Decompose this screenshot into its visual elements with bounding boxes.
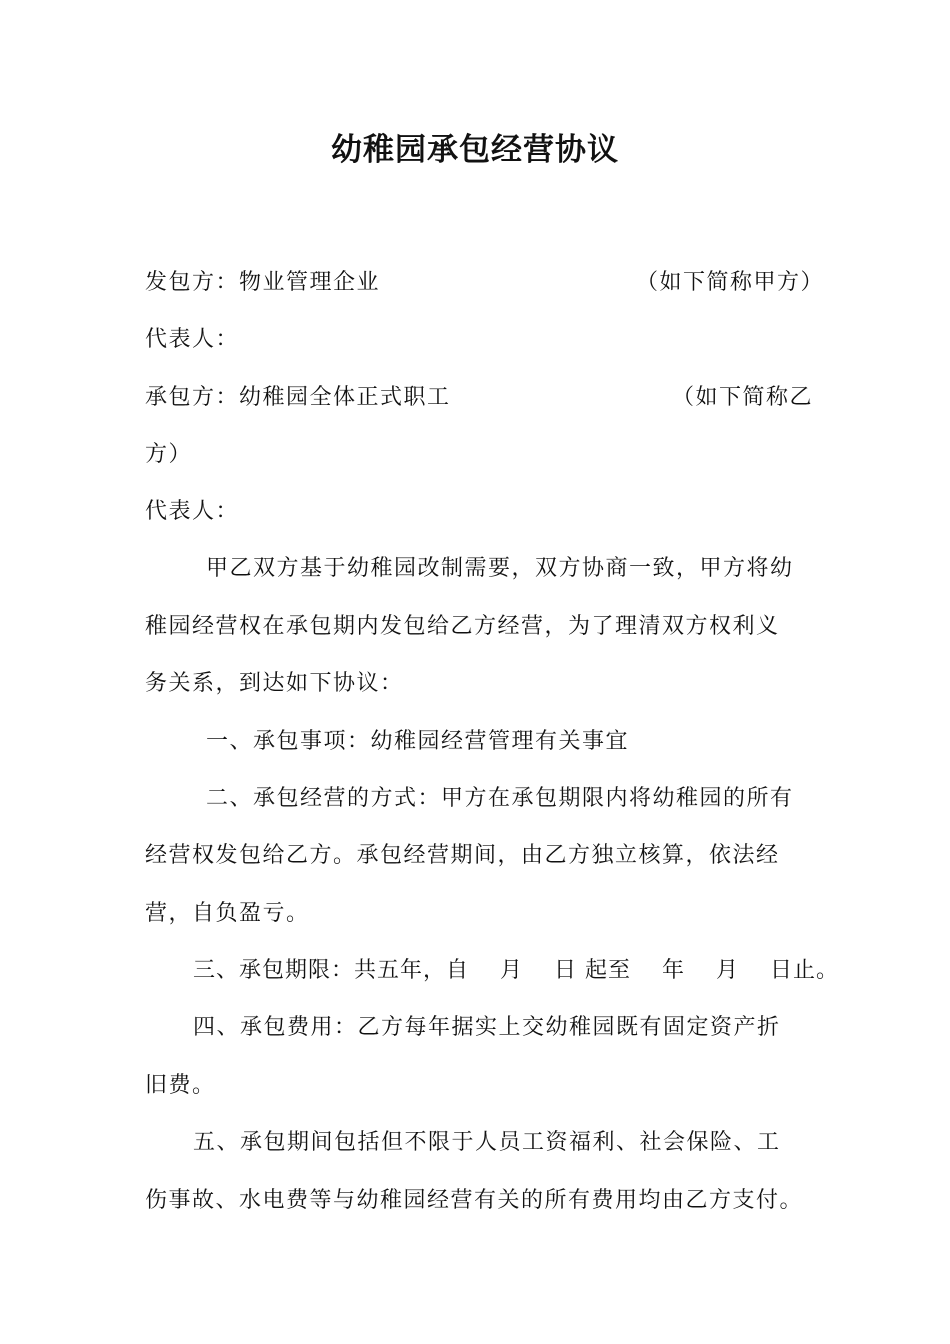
intro-line-1: 甲乙双方基于幼稚园改制需要，双方协商一致，甲方将幼 bbox=[206, 556, 794, 581]
clause-4-line-1: 四、承包费用：乙方每年据实上交幼稚园既有固定资产折 bbox=[193, 1015, 781, 1040]
clause-1-line-1: 一、承包事项：幼稚园经营管理有关事宜 bbox=[206, 729, 630, 754]
clause-2-line-2: 经营权发包给乙方。承包经营期间，由乙方独立核算，依法经 bbox=[145, 843, 780, 868]
clause-2-line-3: 营，自负盈亏。 bbox=[145, 901, 310, 926]
party-b-note: （如下简称乙 bbox=[672, 385, 814, 410]
party-a-note: （如下简称甲方） bbox=[636, 270, 825, 295]
party-b-representative: 代表人： bbox=[145, 499, 240, 524]
party-a-line: 发包方：物业管理企业 bbox=[145, 270, 381, 295]
party-a-representative: 代表人： bbox=[145, 327, 240, 352]
document-title: 幼稚园承包经营协议 bbox=[331, 132, 619, 168]
clause-2-line-1: 二、承包经营的方式：甲方在承包期限内将幼稚园的所有 bbox=[206, 786, 794, 811]
clause-4-line-2: 旧费。 bbox=[145, 1073, 216, 1098]
clause-5-line-1: 五、承包期间包括但不限于人员工资福利、社会保险、工 bbox=[193, 1130, 781, 1155]
clause-5-line-2: 伤事故、水电费等与幼稚园经营有关的所有费用均由乙方支付。 bbox=[145, 1188, 804, 1213]
party-b-line: 承包方：幼稚园全体正式职工 bbox=[145, 385, 451, 410]
party-b-note-continued: 方） bbox=[145, 442, 193, 467]
intro-line-2: 稚园经营权在承包期内发包给乙方经营，为了理清双方权利义 bbox=[145, 614, 780, 639]
intro-line-3: 务关系，到达如下协议： bbox=[145, 671, 404, 696]
clause-3-line-1: 三、承包期限：共五年，自 月 日 起至 年 月 日止。 bbox=[193, 958, 839, 983]
